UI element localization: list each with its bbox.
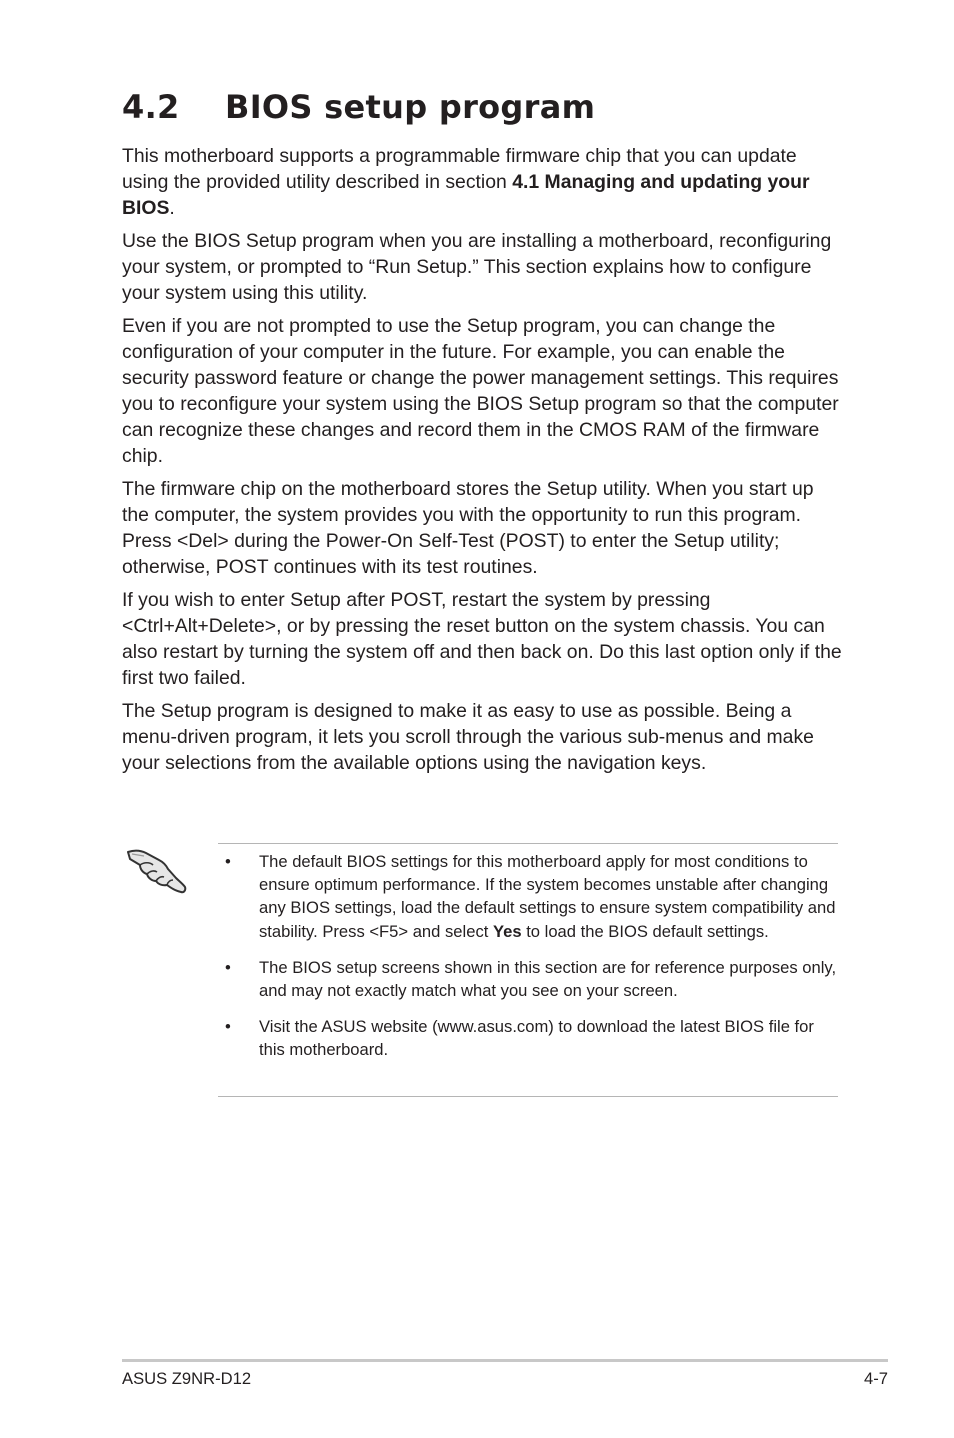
section-reference: 4.1 Managing and updating your BIOS <box>122 171 810 219</box>
paragraph-menu: The Setup program is designed to make it as easy to use as possible. Being a menu-driven program, it lets you scroll through the various sub-menus and make your selections from the available options using the navigation keys. <box>122 700 814 774</box>
note-text: The default BIOS settings for this motherboard apply for most conditions to ensure optimum performance. If the system becomes unstable after changing any BIOS settings, load the default settings to ensure system compatibility and stability. Press <F5> and select <box>259 852 836 941</box>
paragraph-firmware: The firmware chip on the motherboard stores the Setup utility. When you start up the computer, the system provides you with the opportunity to run this program. Press <Del> during the Power-On Self-Test (POST) to enter the Setup utility; otherwise, POST continues with its test routines. <box>122 478 814 578</box>
note-bottom-rule <box>218 1096 838 1097</box>
note-text-end: to load the BIOS default settings. <box>521 921 769 941</box>
note-top-rule <box>218 843 838 844</box>
footer-model: ASUS Z9NR-D12 <box>122 1369 252 1388</box>
footer-page-number: 4-7 <box>864 1369 888 1388</box>
paragraph-intro-text: This motherboard supports a programmable firmware chip that you can update using the provided utility described in section <box>122 145 797 193</box>
bullet: • <box>225 852 231 871</box>
note-text: Visit the ASUS website (www.asus.com) to download the latest BIOS file for this motherboard. <box>259 1017 814 1060</box>
paragraph-intro-end: . <box>169 197 175 219</box>
footer-rule <box>122 1359 888 1362</box>
section-heading <box>122 88 595 126</box>
note-list <box>218 850 840 1075</box>
paragraph-restart: If you wish to enter Setup after POST, restart the system by pressing <Ctrl+Alt+Delete>, or by pressing the reset button on the system chassis. You can also restart by turning the system off and then back on. Do this last option only if the first two failed. <box>122 589 842 689</box>
note-item <box>218 1015 840 1061</box>
note-bold-yes: Yes <box>492 921 522 941</box>
section-title: BIOS setup program <box>225 88 596 126</box>
note-item <box>218 956 840 1002</box>
body-text <box>122 143 842 783</box>
paragraph-reconfigure: Even if you are not prompted to use the Setup program, you can change the configuration of your computer in the future. For example, you can enable the security password feature or change the power management settings. This requires you to reconfigure your system using the BIOS Setup program so that the computer can recognize these changes and record them in the CMOS RAM of the firmware chip. <box>122 315 839 467</box>
paragraph-intro <box>122 143 842 221</box>
note-item <box>218 850 840 943</box>
section-number: 4.2 <box>122 88 180 126</box>
note-text: The BIOS setup screens shown in this section are for reference purposes only, and may not exactly match what you see on your screen. <box>259 957 837 1001</box>
paragraph-usage: Use the BIOS Setup program when you are installing a motherboard, reconfiguring your system, or prompted to “Run Setup.” This section explains how to configure your system using this utility. <box>122 230 832 304</box>
bullet: • <box>225 957 231 977</box>
hand-pointer-icon <box>126 843 188 897</box>
bullet: • <box>225 1017 231 1037</box>
